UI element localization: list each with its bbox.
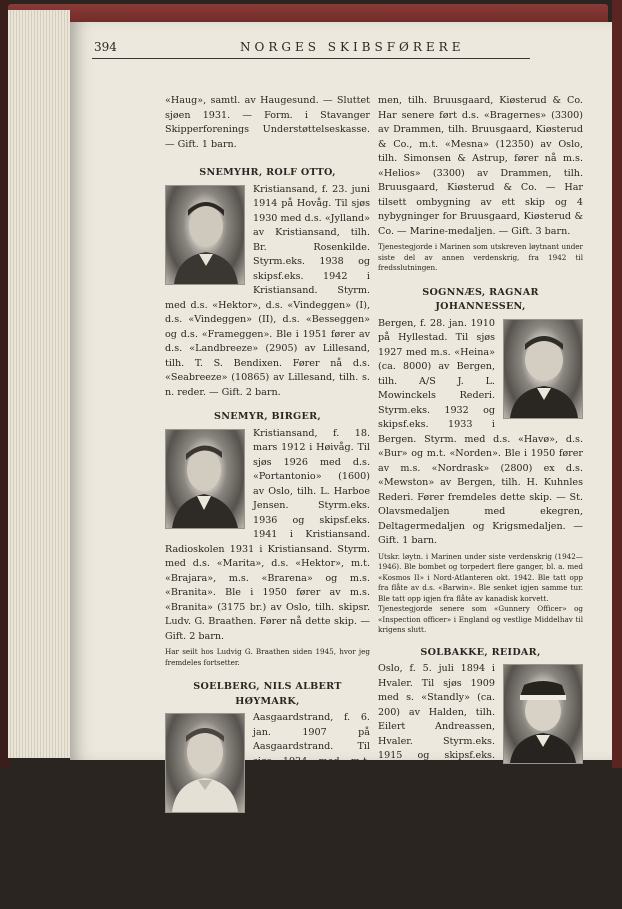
- page-edges: [8, 10, 70, 758]
- book-cover-right: [612, 0, 622, 768]
- portrait-photo-captain: [503, 664, 583, 764]
- page-number: 394: [94, 40, 117, 54]
- entry-heading: SOGNNÆS, RAGNAR JOHANNESSEN,: [422, 286, 539, 312]
- entry-bio: Kristiansand, f. 18. mars 1912 i Høivåg. Til sjøs 1926 med d.s. «Portantonio» (1600) av Oslo, tilh. L. Harboe Jensen. Styrm.eks. 1936 og skipsf.eks. 1941 i Kristiansand. Radioskolen 1931 i Kristiansand. Styrm. med d.s. «Marita», d.s. «Hektor», m.t. «Brajara», m.s. «Brarena» og m.s. «Branita». Ble i 1950 fører av m.s. «Branita» (3175 br.) av Oslo, tilh. skipsr. Ludv. G. Braathen. Fører nå dette skip. — Gift. 2 barn.: [165, 427, 370, 642]
- entry-bio: Oslo, f. 5. juli 1894 i Hvaler. Til sjøs 1909 med s. «Standly» (ca. 200) av Halden, tilh. Eilert Andreassen, Hvaler. Styrm.eks. 1915 og skipsf.eks. 1918 i Fredrikstad. Styrm. med brigg «Rufus», d.s. «Mascot», «Jelø», «Margot», «Marvel», «Batavia» og «Borgny». Ble i 1929 fører av d.s. «Marvel» (2525) av Oslo, tilh. Fred. Olsen & Co. Har senere ført m.s. «Borgny» (4100), m.s. «Knute Nelson» (9500), m.s. «Borgaa» (7500), d.s. «Brunlanes» (5100), m.s. «Brabant», d.s. «Biri», d.s. «Mailand», d.s.: [378, 663, 583, 906]
- page-header: [0, 40, 622, 60]
- captain-portrait-icon: [504, 665, 582, 763]
- portrait-icon: [166, 714, 244, 812]
- portrait-photo: [165, 185, 245, 285]
- entry-bio: Kristiansand, f. 23. juni 1914 på Hovåg. Til sjøs 1930 med d.s. «Jylland» av Kristiansand, tilh. Br. Rosenkilde. Styrm.eks. 1938 og skipsf.eks. 1942 i Kristiansand. Styrm. med d.s. «Hektor», d.s. «Vindeggen» (I), d.s. «Vindeggen» (II), d.s. «Besseggen» og d.s. «Frameggen». Ble i 1951 fører av d.s. «Landbreeze» (2905) av Lillesand, tilh. T. S. Bendixen. Fører nå d.s. «Seabreeze» (10865) av Lillesand, tilh. s. n. reder. — Gift. 2 barn.: [165, 183, 370, 398]
- entry-heading: SNEMYR, BIRGER,: [213, 411, 322, 422]
- right-column: [378, 94, 583, 909]
- entry-heading: SOLBAKKE, REIDAR,: [420, 646, 541, 658]
- entry-bio: Bergen, f. 28. jan. 1910 på Hyllestad. Til sjøs 1927 med m.s. «Heina» (ca. 8000) av Bergen, tilh. A/S J. L. Mowinckels Rederi. Styrm.eks. 1932 og skipsf.eks. 1933 i Bergen. Styrm. med d.s. «Havø», d.s. «Bur» og m.t. «Norden». Ble i 1950 fører av m.s. «Nordrask» (2800) ex d.s. «Mewston» av Bergen, tilh. H. Kuhnles Rederi. Fører fremdeles dette skip. — St. Olavsmedaljen med ekegren, Deltagermedaljen og Krigsmedaljen. — Gift. 1 barn.: [378, 317, 583, 546]
- portrait-icon: [166, 186, 244, 284]
- portrait-photo: [165, 713, 245, 813]
- portrait-icon: [166, 430, 244, 528]
- entry-note: Tjenestegjorde i Marinen som utskreven løytnant under siste del av annen verdenskrig, fra 1942 til fredsslutningen.: [378, 242, 583, 272]
- portrait-photo: [165, 429, 245, 529]
- entry-bio: Aasgaardstrand, f. 6. jan. 1907 på Aasgaardstrand. Til sjøs 1924 med m.t. «Hamlet» (6750) av Drammen, tilh. Bruusgaard, Kiøsterud & Co. Styrm.eks. 1928 og skipsf.eks. 1930 i Tønsberg. Styrm. med s.s. «Hero», s.s. «Hervard», s.s. «Hermod» og m.s. «Hermelin». Ble i 1941 fører av m.s. «Hermelin» (2650) av Dram-: [165, 712, 370, 897]
- running-head: NORGES SKIBSFØRERE: [240, 40, 465, 54]
- portrait-icon: [504, 320, 582, 418]
- portrait-photo: [503, 319, 583, 419]
- left-column: [165, 94, 370, 900]
- entry-note: Utskr. løytn. i Marinen under siste verdenskrig (1942—1946). Ble bombet og torpedert flere ganger, bl. a. med «Kosmos II» i Nord-Atlanteren okt. 1942. Ble tatt opp fra flåte av d.s. «Barwin». Ble senket igjen samme tur. Ble tatt opp igjen fra flåte av kanadisk korvett.: [378, 551, 583, 603]
- entry-heading: SNEMYHR, ROLF OTTO,: [199, 167, 336, 178]
- continuation-text: «Haug», samtl. av Haugesund. — Sluttet sjøen 1931. — Form. i Stavanger Skipperforenings Understøttelseskasse. — Gift. 1 barn.: [165, 95, 370, 150]
- continuation-text: men, tilh. Bruusgaard, Kiøsterud & Co. Har senere ført d.s. «Bragernes» (3300) av Drammen, tilh. Bruusgaard, Kiøsterud & Co., m.t. «Mesna» (12350) av Oslo, tilh. Simonsen & Astrup, fører nå m.s. «Helios» (3300) av Drammen, tilh. Bruusgaard, Kiøsterud & Co. — Har tilsett ombygning av ett skip og 4 nybygninger for Bruusgaard, Kiøsterud & Co. — Marine-medaljen. — Gift. 3 barn.: [378, 95, 583, 237]
- entry-heading: SOELBERG, NILS ALBERT HØYMARK,: [193, 681, 342, 707]
- entry-note: Tjenestegjorde senere som «Gunnery Officer» og «Inspection officer» i England og vestlige Middelhav til krigens slutt.: [378, 604, 583, 634]
- entry-note: Har seilt hos Ludvig G. Braathen siden 1945, hvor jeg fremdeles fortsetter.: [165, 647, 370, 667]
- header-rule: [92, 58, 530, 59]
